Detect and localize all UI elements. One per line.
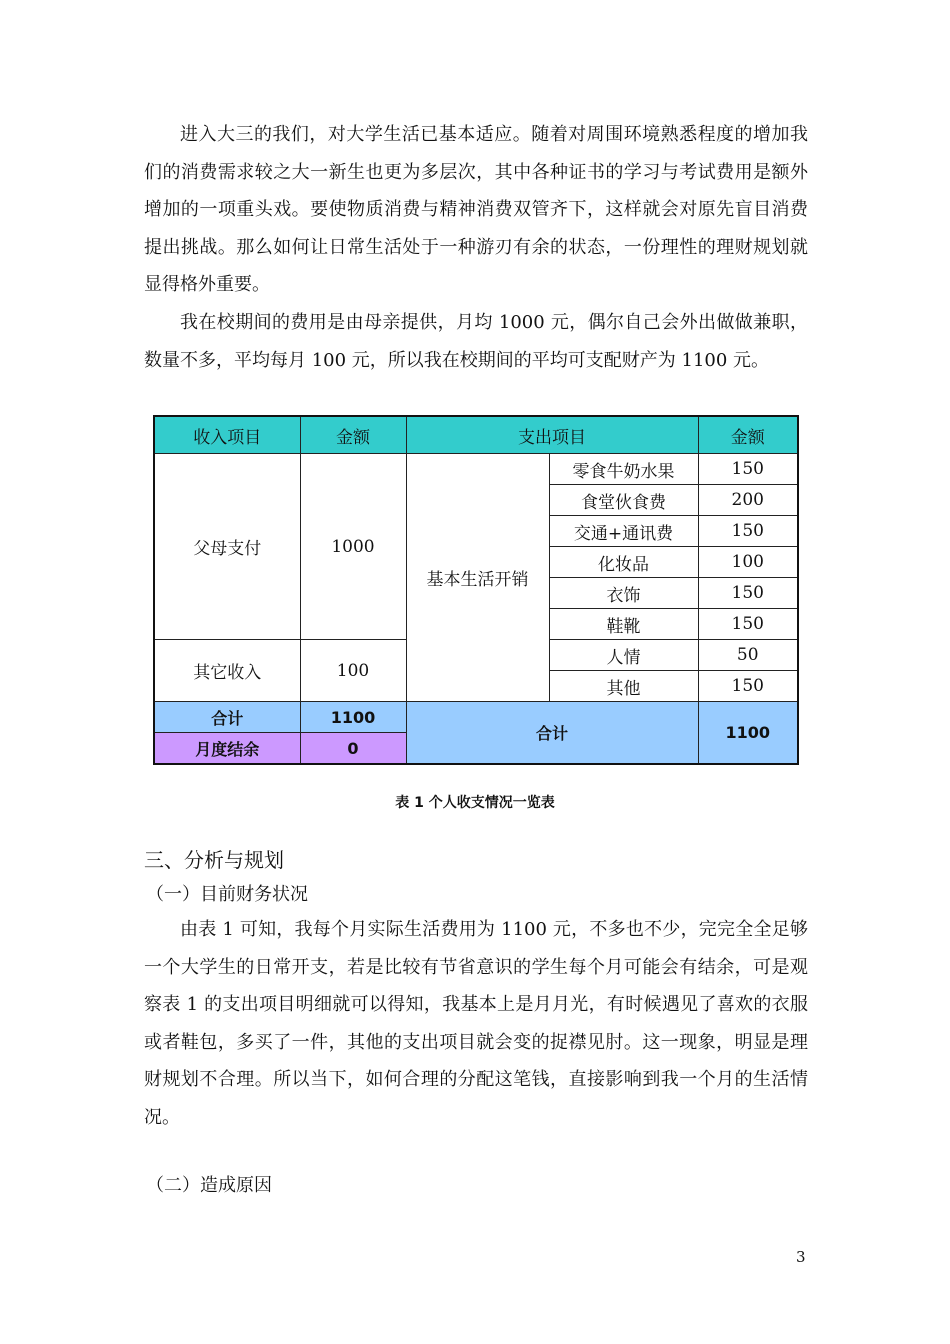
header-income-amount: 金额 [300,416,406,454]
expense-amount: 150 [698,578,798,609]
expense-item: 化妆品 [549,547,698,578]
expense-amount: 150 [698,516,798,547]
page-number: 3 [796,1248,806,1266]
income-amount-other: 100 [300,640,406,702]
header-income-item: 收入项目 [154,416,300,454]
expense-item: 零食牛奶水果 [549,454,698,485]
expense-category: 基本生活开销 [406,454,549,702]
expense-amount: 150 [698,671,798,702]
expense-total: 1100 [698,702,798,765]
subsection-heading-current: （一）目前财务状况 [146,884,308,905]
expense-amount: 200 [698,485,798,516]
expense-item: 人情 [549,640,698,671]
header-expense-item: 支出项目 [406,416,698,454]
expense-item: 鞋靴 [549,609,698,640]
expense-amount: 150 [698,609,798,640]
section-heading: 三、分析与规划 [144,848,284,872]
expense-amount: 150 [698,454,798,485]
expense-item: 交通+通讯费 [549,516,698,547]
balance-label: 月度结余 [154,733,300,765]
income-item-other: 其它收入 [154,640,300,702]
analysis-paragraph: 由表 1 可知，我每个月实际生活费用为 1100 元，不多也不少，完完全全足够一个大学生的日常开支，若是比较有节省意识的学生每个月可能会有结余，可是观察表 1 的支出项目明细就可以得知，我基本上是月月光，有时候遇见了喜欢的衣服或者鞋包，多买了一件，其他的支出项目就会变的捉襟见肘。这一现象，明显是理财规划不合理。所以当下，如何合理的分配这笔钱，直接影响到我一个月的生活情况。 [144,919,808,1128]
expense-amount: 50 [698,640,798,671]
expense-item: 其他 [549,671,698,702]
income-paragraph: 我在校期间的费用是由母亲提供，月均 1000 元，偶尔自己会外出做做兼职，数量不多，平均每月 100 元，所以我在校期间的平均可支配财产为 1100 元。 [144,312,808,371]
expense-total-label: 合计 [406,702,698,765]
header-expense-amount: 金额 [698,416,798,454]
income-amount-parents: 1000 [300,454,406,640]
balance-value: 0 [300,733,406,765]
subsection-heading-causes: （二）造成原因 [146,1175,272,1196]
expense-item: 食堂伙食费 [549,485,698,516]
income-item-parents: 父母支付 [154,454,300,640]
income-total: 1100 [300,702,406,733]
expense-item: 衣饰 [549,578,698,609]
intro-paragraph: 进入大三的我们，对大学生活已基本适应。随着对周围环境熟悉程度的增加我们的消费需求较之大一新生也更为多层次，其中各种证书的学习与考试费用是额外增加的一项重头戏。要使物质消费与精神消费双管齐下，这样就会对原先盲目消费提出挑战。那么如何让日常生活处于一种游刃有余的状态，一份理性的理财规划就显得格外重要。 [144,124,808,295]
expense-amount: 100 [698,547,798,578]
income-expense-table [153,415,799,765]
table-caption: 表 1 个人收支情况一览表 [395,795,555,811]
income-total-label: 合计 [154,702,300,733]
